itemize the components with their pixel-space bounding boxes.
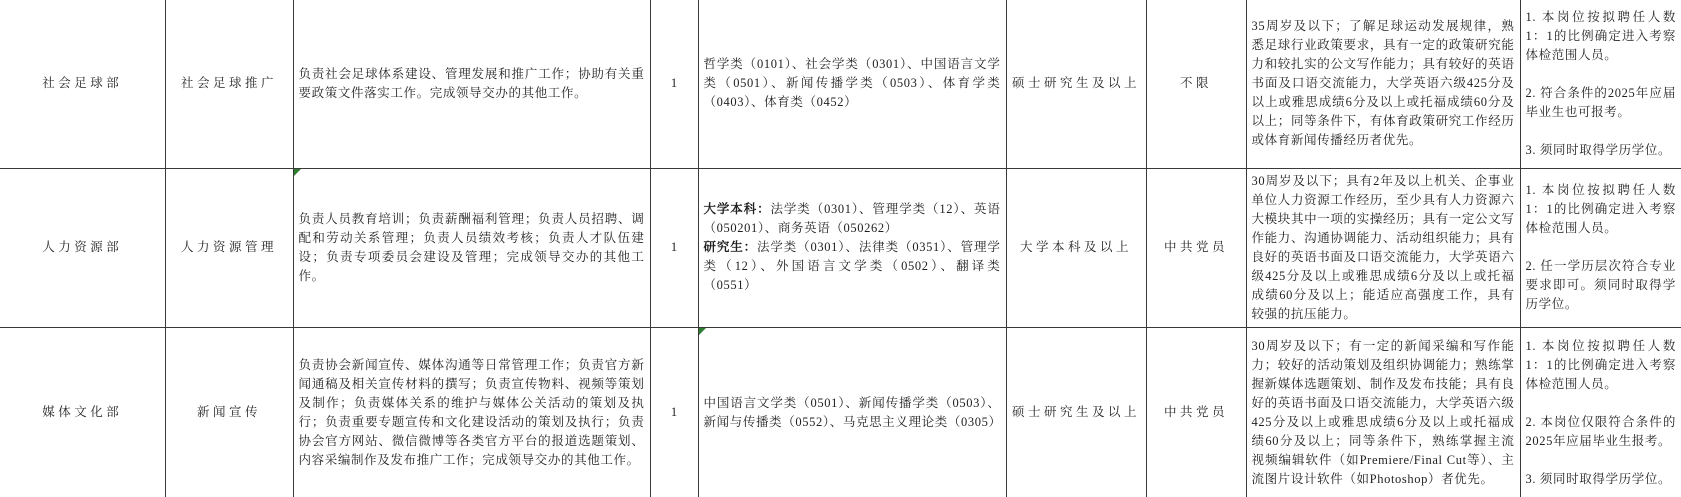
cell-notes[interactable] (1520, 168, 1681, 327)
cell-position[interactable]: 社会足球推广 (165, 0, 293, 168)
cell-department[interactable]: 社会足球部 (0, 0, 165, 168)
cell-requirements[interactable]: 35周岁及以下；了解足球运动发展规律，熟悉足球行业政策要求，具有一定的政策研究能力和较扎实的公文写作能力；具有较好的英语书面及口语交流能力，大学英语六级425分及以上或雅思成绩6分及以上或托福成绩60分及以上；同等条件下，有体育政策研究工作经历或体育新闻传播经历者优先。 (1246, 0, 1520, 168)
cell-headcount[interactable]: 1 (650, 327, 698, 497)
cell-department[interactable]: 人力资源部 (0, 168, 165, 327)
note-item: 3. 须同时取得学历学位。 (1525, 471, 1672, 486)
cell-department[interactable]: 媒体文化部 (0, 327, 165, 497)
cell-political-status[interactable]: 中共党员 (1146, 327, 1246, 497)
cell-position[interactable]: 人力资源管理 (165, 168, 293, 327)
table-row (0, 327, 1681, 497)
cell-political-status[interactable]: 不限 (1146, 0, 1246, 168)
note-item: 1. 本岗位按拟聘任人数1：1的比例确定进入考察体检范围人员。 (1525, 338, 1676, 391)
note-item: 2. 符合条件的2025年应届毕业生也可报考。 (1525, 85, 1676, 119)
note-item: 1. 本岗位按拟聘任人数1：1的比例确定进入考察体检范围人员。 (1525, 183, 1676, 235)
cell-majors[interactable]: 哲学类（0101）、社会学类（0301）、中国语言文学类（0501）、新闻传播学类（0503）、体育学类（0403）、体育类（0452） (698, 0, 1006, 168)
cell-education[interactable]: 大学本科及以上 (1006, 168, 1146, 327)
cell-notes[interactable] (1520, 327, 1681, 497)
cell-notes[interactable] (1520, 0, 1681, 168)
cell-requirements[interactable]: 30周岁及以下；有一定的新闻采编和写作能力；较好的活动策划及组织协调能力；熟练掌握新媒体选题策划、制作及发布技能；具有良好的英语书面及口语交流能力，大学英语六级425分及以上或雅思成绩6分及以上或托福成绩60分及以上；同等条件下，熟练掌握主流视频编辑软件（如Premiere/Final Cut等）、主流图片设计软件（如Photoshop）者优先。 (1246, 327, 1520, 497)
responsibilities-text: 负责人员教育培训；负责薪酬福利管理；负责人员招聘、调配和劳动关系管理；负责人员绩效考核；负责人才队伍建设；负责专项委员会建设及管理；完成领导交办的其他工作。 (298, 211, 645, 283)
cell-responsibilities[interactable]: 负责社会足球体系建设、管理发展和推广工作；协助有关重要政策文件落实工作。完成领导交办的其他工作。 (293, 0, 650, 168)
cell-headcount[interactable]: 1 (650, 0, 698, 168)
cell-education[interactable]: 硕士研究生及以上 (1006, 327, 1146, 497)
comment-marker-icon (294, 169, 301, 176)
note-item: 2. 任一学历层次符合专业要求即可。须同时取得学历学位。 (1525, 259, 1676, 311)
table-row (0, 168, 1681, 327)
cell-majors[interactable]: 大学本科：法学类（0301）、管理学类（12）、英语（050201）、商务英语（050262） 研究生：法学类（0301）、法律类（0351）、管理学类（12）、外国语言文学类（0502）、翻译类（0551） (698, 168, 1006, 327)
table-row (0, 0, 1681, 168)
note-item: 1. 本岗位按拟聘任人数1：1的比例确定进入考察体检范围人员。 (1525, 9, 1676, 62)
comment-marker-icon (699, 328, 706, 335)
cell-majors[interactable] (698, 327, 1006, 497)
cell-political-status[interactable]: 中共党员 (1146, 168, 1246, 327)
majors-text: 中国语言文学类（0501）、新闻传播学类（0503）、新闻与传播类（0552）、马克思主义理论类（0305） (703, 395, 1002, 429)
note-item: 3. 须同时取得学历学位。 (1525, 142, 1672, 157)
cell-education[interactable]: 硕士研究生及以上 (1006, 0, 1146, 168)
cell-headcount[interactable]: 1 (650, 168, 698, 327)
cell-requirements[interactable]: 30周岁及以下；具有2年及以上机关、企事业单位人力资源工作经历，至少具有人力资源六大模块其中一项的实操经历；具有一定公文写作能力、沟通协调能力、活动组织能力；具有良好的英语书面及口语交流能力，大学英语六级425分及以上或雅思成绩6分及以上或托福成绩60分及以上；能适应高强度工作，具有较强的抗压能力。 (1246, 168, 1520, 327)
cell-position[interactable]: 新闻宣传 (165, 327, 293, 497)
cell-responsibilities[interactable]: 负责协会新闻宣传、媒体沟通等日常管理工作；负责官方新闻通稿及相关宣传材料的撰写；负责宣传物料、视频等策划及制作；负责媒体关系的维护与媒体公关活动的策划及执行；负责重要专题宣传和文化建设活动的策划及执行；负责协会官方网站、微信微博等各类官方平台的报道选题策划、内容采编制作及发布推广工作；完成领导交办的其他工作。 (293, 327, 650, 497)
cell-responsibilities[interactable] (293, 168, 650, 327)
note-item: 2. 本岗位仅限符合条件的2025年应届毕业生报考。 (1525, 414, 1676, 448)
